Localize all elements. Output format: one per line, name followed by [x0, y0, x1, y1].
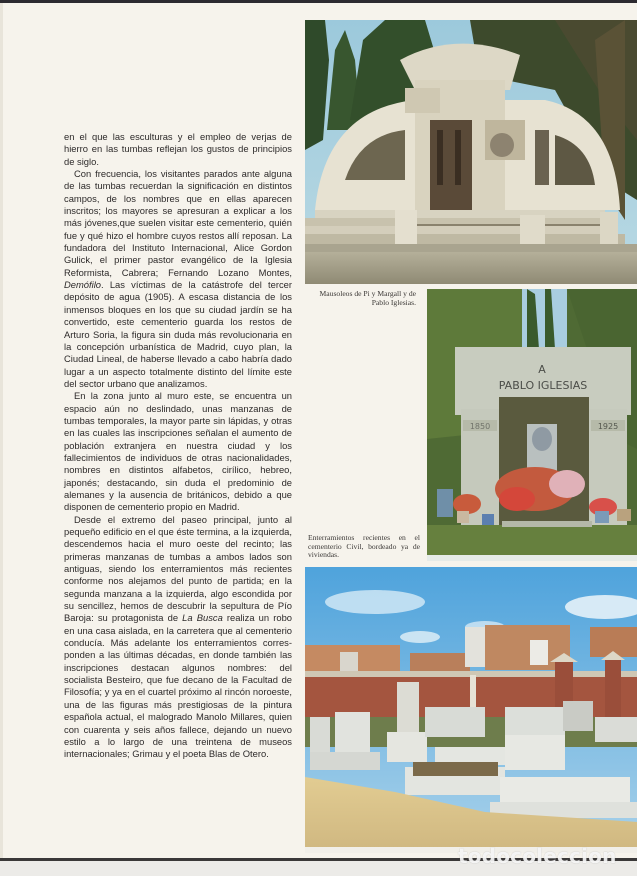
photo-mausoleum-pi-y-margall — [305, 20, 637, 284]
italic-title: Demófilo — [64, 279, 101, 291]
inscription-year-left: 1850 — [469, 422, 491, 431]
caption-recent-burials: Enterramientos recientes en el cementerio Civil, bordeado ya de viviendas. — [308, 533, 420, 560]
photo-civil-cemetery-graves — [305, 567, 637, 853]
paragraph-1: en el que las esculturas y el empleo de verjas de hierro en las tumbas reflejan los gustos de principios de siglo. — [64, 131, 292, 167]
mausoleum-illustration — [305, 20, 637, 284]
photo-pablo-iglesias-monument — [427, 289, 637, 561]
article-body — [64, 131, 292, 761]
inscription-pablo-iglesias: PABLO IGLESIAS — [498, 379, 588, 392]
iglesias-illustration — [427, 289, 637, 561]
caption-mausoleums: Mausoleos de Pi y Margall y de Pablo Iglesias. — [319, 289, 416, 307]
cemetery-illustration — [305, 567, 637, 853]
italic-title: La Busca — [182, 612, 223, 624]
paragraph-2: Con frecuencia, los visitantes parados ante alguna de las tumbas recuerdan la significación en distintos campos, de los nombres que en ellas aparecen inscritos; los mayores se apresuran a explicar a los más jóvenes,que suelen visitar este cementerio, quién fue y qué hizo el hombre cuyos restos allí reposan. La fundadora del Instituto Internacional, Alice Gordon Gulick, el primer pastor evangélico de la Iglesia Reformista, Cabrera; Fernando Lozano Montes, Demófilo. Las víctimas de la catástrofe del tercer depósito de agua (1905). A escasa distancia de los inmensos bloques en los que su ciudad jardín se ha convertido, este cementerio guarda los restos de Arturo Soria, la figura sin duda más revolucionaria en la concepción urbanística de Madrid, cuyo plan, la Ciudad Lineal, de haberse llevado a cabo habría dado lugar a un aspecto totalmente distinto del límite este del sector urbano que analizamos. — [64, 168, 292, 389]
page-left-edge — [0, 3, 3, 858]
page-top-edge — [0, 0, 637, 3]
inscription-a: A — [538, 363, 546, 376]
paragraph-4: Desde el extremo del paseo principal, junto al pequeño edificio en el que éste termina, a la izquierda, descendemos hacia el muro oeste del recinto; las primeras manzanas de tumbas a ambos lados son antiguas, siendo los enterramientos más recientes conforme nos alejamos del punto de partida; en la segunda manzana a la izquierda, algo escondida por su sencillez, hemos de descubrir la sepultura de Pío Baroja: su protagonista de La Busca realiza un robo en una casa aislada, en la carretera que al cementerio conducía. Más adelante los enterramientos corresponden a las últimas décadas, en donde también las inscripciones destacan algunos nombres: del socialista Besteiro, que fue decano de la Facultad de Filosofía; y ya en el cuartel próximo al rincón noroeste, una de las figuras más prestigiosas de la pintura española actual, el malogrado Manolo Millares, quien con cuarenta y seis años fallece, dejando un nuevo estilo a lo largo de una treintena de museos internacionales; Grimau y el poeta Blas de Otero. — [64, 513, 293, 760]
watermark-todocoleccion: todocoleccion — [458, 844, 617, 868]
paragraph-3: En la zona junto al muro este, se encuentra un espacio aún no deslindado, unas manzanas de tumbas temporales, la mayor parte sin lápidas, y otras en las cuales las inscripciones señalan el aumento de población extranjera en nuestra ciudad y los fallecimientos de individuos de otras nacionalidades, nombres en distintos alfabetos, cirílico, hebreo, japonés; destacando, sin duda el predominio de alemanes y la ausencia de británicos, debido a que disponen de cementerio propio en Madrid. — [64, 390, 292, 513]
inscription-year-right: 1925 — [597, 422, 619, 431]
